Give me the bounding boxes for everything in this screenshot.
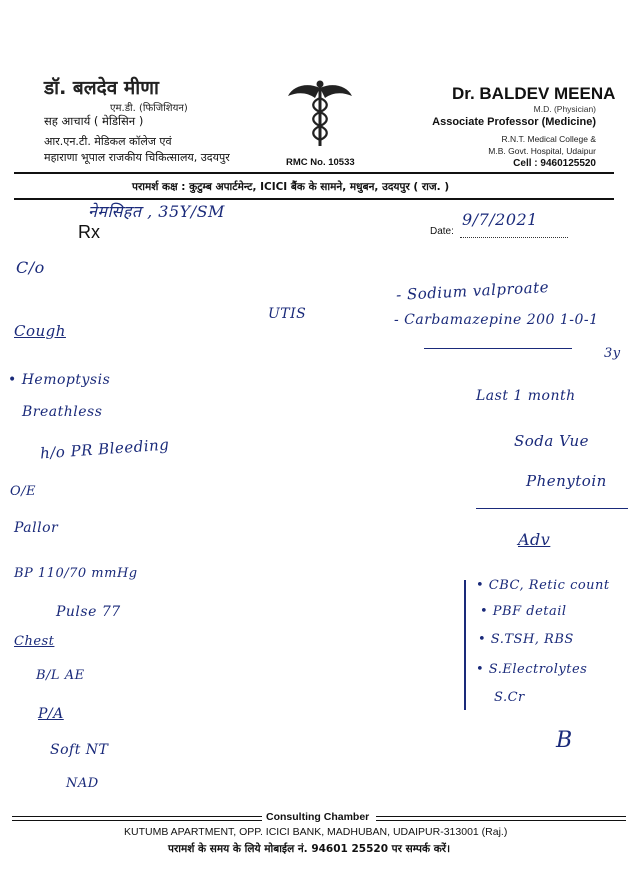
handwritten-complaint-3: h/o PR Bleeding <box>39 435 170 463</box>
handwritten-investigation-3: • S.TSH, RBS <box>478 632 574 647</box>
handwritten-signature: B <box>556 728 573 753</box>
clinic-address-hindi: परामर्श कक्ष : कुटुम्ब अपार्टमेन्ट, ICICI बैंक के सामने, मधुबन, उदयपुर ( राज. ) <box>132 181 450 193</box>
handwritten-chest-finding: B/L AE <box>36 668 85 683</box>
rx-symbol: Rx <box>78 222 100 242</box>
footer-address: KUTUMB APARTMENT, OPP. ICICI BANK, MADHUBAN, UDAIPUR-313001 (Raj.) <box>124 826 508 838</box>
institution-hindi-line-1: आर.एन.टी. मेडिकल कॉलेज एवं <box>44 135 172 148</box>
caduceus-logo <box>285 78 355 148</box>
institution-english-line-2: M.B. Govt. Hospital, Udaipur <box>488 146 596 156</box>
header-divider-top <box>14 172 614 174</box>
handwritten-bp: BP 110/70 mmHg <box>14 566 138 581</box>
date-dotted-line <box>460 236 568 238</box>
handwritten-investigation-4: • S.Electrolytes <box>476 662 588 677</box>
footer-contact: परामर्श के समय के लिये मोबाईल नं. 94601 25520 पर सम्पर्क करें। <box>168 843 451 855</box>
doctor-role-english: Associate Professor (Medicine) <box>432 116 596 128</box>
rx-underline <box>424 348 572 349</box>
handwritten-complaint-1: • Hemoptysis <box>8 372 111 388</box>
doctor-degree-english: M.D. (Physician) <box>533 104 596 114</box>
institution-english-line-1: R.N.T. Medical College & <box>501 134 596 144</box>
doctor-name-hindi: डॉ. बलदेव मीणा <box>44 77 159 99</box>
doctor-degree-hindi: एम.डी. (फिजिशियन) <box>110 103 188 114</box>
handwritten-cough: Cough <box>14 322 66 340</box>
history-underline <box>476 508 628 509</box>
handwritten-complaint-2: Breathless <box>22 404 103 420</box>
cell-number: Cell : 9460125520 <box>513 158 596 169</box>
handwritten-history-1: Last 1 month <box>476 388 576 404</box>
handwritten-pa: P/A <box>38 706 64 722</box>
handwritten-c-o: C/o <box>16 258 45 277</box>
investigation-bracket <box>464 580 466 710</box>
handwritten-pulse: Pulse 77 <box>56 604 121 620</box>
handwritten-date: 9/7/2021 <box>462 210 538 229</box>
handwritten-investigation-2: • PBF detail <box>480 604 567 619</box>
doctor-name-english: Dr. BALDEV MEENA <box>452 84 616 103</box>
footer-title: Consulting Chamber <box>266 811 370 823</box>
handwritten-rx-side-note: 3y <box>604 346 621 361</box>
doctor-role-hindi: सह आचार्य ( मेडिसिन ) <box>44 114 144 128</box>
handwritten-history-3: Phenytoin <box>526 472 607 490</box>
date-label: Date: <box>430 226 454 237</box>
handwritten-rx-1: - Sodium valproate <box>395 278 550 304</box>
footer-rule-left <box>12 816 262 821</box>
handwritten-investigation-1: • CBC, Retic count <box>476 578 610 593</box>
handwritten-pa-finding: Soft NT <box>50 742 109 758</box>
handwritten-chest: Chest <box>14 634 55 649</box>
handwritten-advice: Adv <box>518 530 551 549</box>
handwritten-rx-2: - Carbamazepine 200 1-0-1 <box>394 312 599 328</box>
handwritten-oe: O/E <box>10 484 37 499</box>
institution-hindi-line-2: महाराणा भूपाल राजकीय चिकित्सालय, उदयपुर <box>44 151 230 164</box>
handwritten-utis: UTIS <box>268 306 307 322</box>
handwritten-investigation-5: S.Cr <box>494 690 525 705</box>
rmc-number: RMC No. 10533 <box>286 157 355 168</box>
handwritten-history-2: Soda Vue <box>514 432 590 450</box>
handwritten-neuro: NAD <box>66 776 99 791</box>
footer-rule-right <box>376 816 626 821</box>
handwritten-patient-details: नेमसिहत , 35Y/SM <box>88 202 225 221</box>
handwritten-pallor: Pallor <box>14 520 59 536</box>
